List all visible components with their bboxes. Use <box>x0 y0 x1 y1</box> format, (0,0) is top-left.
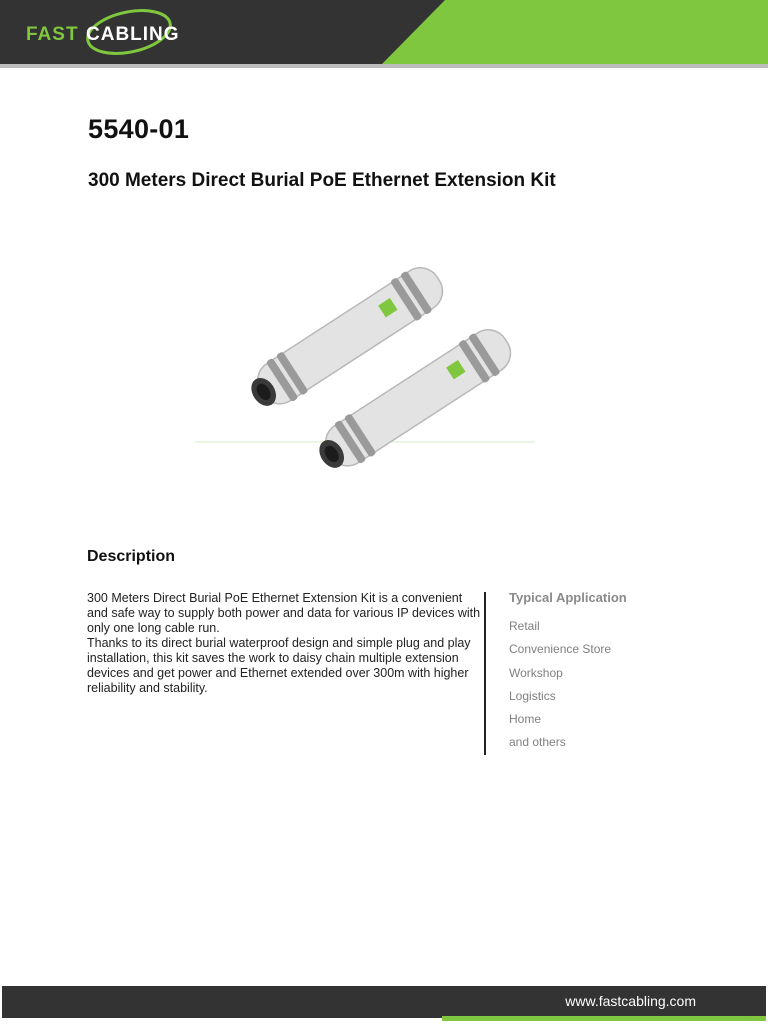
description-paragraph: 300 Meters Direct Burial PoE Ethernet Extension Kit is a convenient and safe way to supply both power and data for various IP devices with only one long cable run. <box>87 591 481 635</box>
footer-website-link[interactable]: www.fastcabling.com <box>565 993 696 1009</box>
application-item: Home <box>509 712 542 727</box>
page-header <box>0 0 768 68</box>
application-item: Convenience Store <box>509 642 612 657</box>
description-paragraph: Thanks to its direct burial waterproof design and simple plug and play installation, this kit saves the work to daisy chain multiple extension devices and get power and Ethernet extended over 300m with higher reliability and stability. <box>87 636 471 695</box>
application-item: Workshop <box>509 665 563 680</box>
page-footer <box>2 986 766 1018</box>
description-heading: Description <box>87 548 176 565</box>
fastcabling-logo[interactable] <box>22 4 192 60</box>
application-item: Retail <box>509 619 540 633</box>
application-item: and others <box>509 735 566 750</box>
description-body <box>87 591 482 696</box>
svg-text:FAST: FAST <box>26 24 79 45</box>
typical-application-heading: Typical Application <box>509 590 627 605</box>
product-model: 5540-01 <box>88 114 190 144</box>
column-divider <box>484 592 486 755</box>
svg-text:CABLING: CABLING <box>86 24 180 45</box>
application-item: Logistics <box>509 688 556 703</box>
poe-extender-pair-photo <box>190 258 540 503</box>
footer-accent-strip <box>442 1016 766 1021</box>
typical-application-list <box>509 619 739 759</box>
product-title: 300 Meters Direct Burial PoE Ethernet Extension Kit <box>88 170 556 191</box>
typical-application-panel <box>509 590 739 759</box>
